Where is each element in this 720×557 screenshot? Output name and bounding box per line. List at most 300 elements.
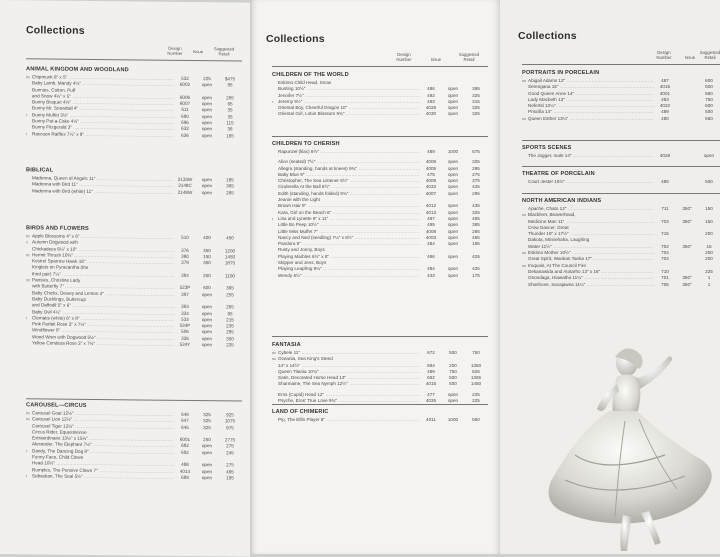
item-name: Kinglets on Pyracantha (the [32, 264, 89, 271]
design-number: 4014 [179, 468, 191, 474]
item-name: Baby Ducklings, Buttercup [32, 296, 86, 302]
item-name: Pink Parfait Rose 3" x 7½" ..... [32, 321, 174, 329]
design-number: 493 [427, 98, 435, 104]
section-biblical [26, 167, 242, 196]
issue-size: 400 [203, 235, 211, 241]
issue-size: open [447, 178, 459, 184]
item-name: Shoshone, Sacajawea 11¼" ..... [528, 282, 654, 288]
design-number: 4011 [426, 417, 436, 422]
issue-size: open [201, 443, 213, 449]
item-name: Rapunzel (lilac) 8½" ..... [278, 149, 420, 155]
design-number: 611 [181, 107, 189, 113]
suggested-retail: 265 [226, 95, 234, 101]
item-name: Alice (seated) 7½" ..... [278, 159, 420, 165]
suggested-retail: 1100 [225, 273, 235, 279]
design-number: 4012 [425, 203, 437, 209]
section-heading: CAROUSEL—CIRCUS [26, 402, 87, 409]
design-number: 662 [427, 375, 435, 381]
suggested-retail: 750 [705, 96, 713, 102]
issue-size: 350" [682, 281, 692, 287]
issue-size: open [447, 190, 459, 196]
issue-size: 250 [203, 272, 211, 278]
issue-size: open [201, 189, 213, 195]
design-number: 433 [427, 272, 435, 278]
section-heading: CHILDREN TO CHERISH [272, 141, 340, 147]
item-name: Baby Lamb, Mandy 4¼" ..... [32, 81, 174, 89]
item-name: Bunnies, Cotton, Puff [32, 86, 76, 93]
design-number: 495 [427, 222, 435, 228]
section-heading: ANIMAL KINGDOM AND WOODLAND [26, 66, 129, 74]
catalog-row [272, 417, 488, 423]
catalog-row [272, 381, 488, 387]
row-prefix-mark: nc [26, 253, 31, 258]
design-number: 702 [661, 243, 669, 249]
suggested-retail: 225 [705, 268, 713, 274]
design-number: 496 [427, 253, 435, 259]
suggested-retail: 975 [226, 424, 234, 431]
issue-size: open [447, 105, 459, 111]
row-prefix-mark: r [26, 131, 28, 136]
design-number: 701 [661, 275, 669, 281]
issue-size: 200 [449, 362, 457, 368]
design-number: 379 [181, 260, 189, 266]
suggested-retail: 600 [705, 78, 713, 83]
suggested-retail: 315 [472, 98, 480, 104]
row-prefix-mark: r [272, 99, 274, 104]
row-prefix-mark: nc [522, 213, 527, 218]
suggested-retail: 165 [226, 133, 234, 139]
suggested-retail: 435 [472, 203, 480, 209]
design-number: 2148W [177, 189, 193, 195]
item-name: Clematis (white) 6" x 8" ..... [32, 315, 174, 323]
suggested-retail: 235 [226, 323, 234, 329]
design-number: 334 [181, 310, 189, 316]
item-name: Crow Dancer, Great [528, 224, 569, 230]
item-name: Jeremy 9½" ..... [278, 99, 420, 105]
item-name: Funny Face, Child Clown [32, 454, 84, 460]
page-title: Collections [266, 33, 325, 45]
suggested-retail: 375 [472, 178, 480, 184]
issue-size: 250 [203, 437, 211, 443]
row-prefix-mark: nc [522, 251, 527, 256]
item-name: 14" x 14½" ..... [278, 363, 420, 369]
item-name: Autumn Dogwood with [32, 239, 78, 246]
design-number: 4028 [659, 153, 671, 158]
design-number: 510 [181, 234, 189, 240]
row-prefix-mark: nc [272, 351, 277, 355]
column-header-issue: Issue [192, 49, 204, 55]
item-name: Carousel Goat 12½" ..... [32, 410, 174, 418]
issue-size: open [201, 107, 213, 113]
item-name: and Daffodil 5" x 6" ..... [32, 303, 174, 311]
design-number: 363 [181, 304, 189, 310]
item-name: third pair) 7¼" ..... [32, 271, 174, 279]
item-name: Eskimo Child Head, Snow [278, 80, 332, 85]
issue-size: 325 [203, 424, 211, 430]
design-number: 534Y [179, 341, 191, 348]
column-header-suggested-retail: Suggested Retail [458, 52, 480, 62]
issue-size: open [201, 82, 213, 88]
item-name: Rusty and Jonny, Boys [278, 247, 325, 253]
item-name: The Jogger, male 14" ..... [528, 153, 654, 159]
design-number: 705 [661, 281, 669, 287]
item-name: Satin, Decorated Horse Head 13" ..... [278, 375, 420, 381]
design-number: 397 [181, 291, 189, 297]
item-name: Psyche, Eros' True Love 9¾" ..... [278, 398, 420, 404]
issue-size [676, 153, 698, 159]
issue-size: 500 [449, 350, 457, 355]
design-number: 6006 [179, 94, 191, 100]
catalog-row [26, 131, 242, 140]
design-number: 694 [427, 362, 435, 368]
design-number: 645 [181, 424, 189, 430]
issue-size: open [447, 228, 459, 234]
item-name: Madonna with Bird (white) 11" ..... [32, 188, 174, 196]
suggested-retail: 365 [472, 86, 480, 92]
issue-size: 325 [203, 412, 211, 418]
issue-size [676, 116, 698, 122]
design-number: 690 [181, 113, 189, 119]
issue-size: 500 [449, 375, 457, 381]
catalog-row [522, 179, 720, 185]
issue-size: open [447, 222, 459, 228]
suggested-retail: 1350 [470, 362, 482, 368]
suggested-retail: 1875 [224, 260, 236, 266]
item-name: Baby Blue 9" ..... [278, 172, 420, 178]
row-prefix-mark: nc [522, 116, 527, 121]
suggested-retail: 185 [226, 177, 234, 183]
issue-size: open [201, 449, 213, 456]
item-name: Sharmaine, The Sea Nymph 12½" ..... [278, 381, 420, 387]
item-name: Dakota, Minnehaha, Laughing [528, 237, 590, 243]
suggested-retail: 350 [226, 336, 234, 342]
design-number: 492 [427, 92, 435, 98]
issue-size: open [447, 234, 459, 240]
issue-size: open [447, 272, 459, 278]
suggested-retail: 450 [226, 235, 234, 241]
item-name: Lisa and Lynette 9" x 11" ..... [278, 216, 420, 222]
suggested-retail: 200 [705, 231, 713, 237]
issue-size: open [201, 113, 213, 120]
design-number: 4030 [425, 111, 437, 117]
row-prefix-mark: nc [522, 263, 527, 268]
suggested-retail: 325 [472, 105, 480, 111]
item-name: Skipper and Jens, Boys [278, 260, 327, 266]
item-name: Christopher, The Sea Listener 6½" ..... [278, 178, 420, 184]
column-header-design-number: Design Number [656, 50, 672, 60]
suggested-retail: 200 [705, 250, 713, 256]
issue-size: open [447, 215, 459, 221]
suggested-retail: 115 [226, 120, 234, 126]
suggested-retail: open [703, 153, 715, 158]
suggested-retail: 485 [472, 215, 480, 221]
item-name: Serengana 15" ..... [528, 84, 654, 90]
design-number: 4015 [659, 84, 671, 90]
suggested-retail: 560 [472, 417, 480, 422]
design-number: 485 [661, 179, 669, 184]
issue-size: open [447, 165, 459, 171]
suggested-retail: 465 [472, 234, 480, 240]
suggested-retail: 325 [472, 111, 480, 117]
issue-size: open [447, 159, 459, 165]
suggested-retail: 500 [705, 179, 713, 184]
section-north-american-indians [522, 198, 720, 288]
page-title: Collections [26, 24, 85, 37]
issue-size: open [201, 475, 213, 481]
issue-size: open [201, 120, 213, 126]
suggested-retail: 495 [226, 469, 234, 475]
item-name: Onondaga, Hiawatha 11¼" ..... [528, 275, 654, 281]
suggested-retail: 265 [226, 189, 234, 196]
issue-size: open [201, 468, 213, 474]
section-heading: LAND OF CHIMERIC [272, 409, 329, 415]
section-heading: THEATRE OF PORCELAIN [522, 171, 595, 177]
item-name: Little Miss Muffet 7" ..... [278, 229, 420, 235]
issue-size: open [201, 323, 213, 329]
issue-size: open [201, 95, 213, 101]
design-number: 384 [181, 272, 189, 278]
issue-size: 500 [449, 381, 457, 387]
issue-size [676, 179, 698, 185]
item-name: Oceania, Sea King's Steed [278, 356, 333, 362]
design-number: 4033 [425, 184, 437, 190]
item-name: Windflower 6" ..... [32, 328, 174, 336]
suggested-retail: 95 [227, 101, 233, 107]
item-name: Nefertiti 12¼" ..... [528, 103, 654, 109]
item-name: Pandora 5" ..... [278, 241, 420, 247]
catalog-row [522, 116, 720, 122]
suggested-retail: 36 [227, 126, 233, 132]
issue-size: open [447, 391, 459, 397]
section-theatre-of-porcelain [522, 171, 720, 185]
item-name: Blackfeet, Beaverhead, [528, 212, 576, 218]
suggested-retail: 245 [226, 450, 234, 456]
header-rule [522, 64, 720, 65]
item-name: Baby Owl 4¼" ..... [32, 309, 174, 317]
item-name: Eskimo Mother 10½" ..... [528, 250, 654, 256]
issue-size: open [201, 316, 213, 323]
row-prefix-mark: r [272, 216, 274, 221]
row-prefix-mark: nc [26, 278, 31, 283]
item-name: Madonna, Queen of Angels 11" ..... [32, 175, 174, 183]
item-name: Chickadees 8¼" x 10" ..... [32, 246, 174, 254]
item-name: Dekanawida and Atotarho 13" x 16" ..... [528, 269, 654, 275]
item-name: Thunder 19" x 17½" ..... [528, 231, 654, 237]
issue-size: open [201, 310, 213, 316]
suggested-retail: 365 [226, 285, 234, 291]
design-number: 489 [427, 149, 435, 154]
issue-size: open [201, 132, 213, 138]
issue-size: open [447, 86, 459, 92]
item-name: Alexander, The Elephant 7½" ..... [32, 442, 174, 450]
item-name: Abigail Adams 12" ..... [528, 78, 654, 84]
issue-size: open [447, 253, 459, 259]
issue-size: open [201, 101, 213, 107]
item-name: Rumples, The Pensive Clown 7" ..... [32, 467, 174, 475]
item-name: Madonna with Bird 11" ..... [32, 182, 174, 190]
suggested-retail: 35 [227, 114, 233, 120]
design-number: 4013 [425, 209, 437, 215]
design-number: 480 [661, 115, 669, 121]
item-name: Nancy and Ned (seedling) 7¼" x 8½" ..... [278, 235, 420, 241]
column-header-suggested-retail: Suggested Retail [699, 50, 720, 60]
item-name: Playing Leapfrog 9¼" ..... [278, 266, 420, 272]
section-heading: BIRDS AND FLOWERS [26, 225, 89, 232]
catalog-row [26, 188, 242, 197]
column-header-issue: Issue [430, 57, 442, 62]
suggested-retail: 425 [472, 266, 480, 272]
suggested-retail: 750 [472, 350, 480, 355]
suggested-retail: 195 [226, 475, 234, 481]
suggested-retail: 275 [226, 462, 234, 468]
catalog-row [26, 340, 242, 349]
section-rule [522, 166, 720, 167]
design-number: 494 [427, 266, 435, 272]
section-heading: SPORTS SCENES [522, 145, 572, 151]
item-name: Raccoon Raffles 7¼" x 9" ..... [32, 131, 174, 139]
item-name: Chipmunk 8" x 5" ..... [32, 74, 174, 82]
issue-size: open [447, 241, 459, 247]
item-name: and Snow 4½" x 5" ..... [32, 93, 174, 101]
item-name: Carousel Tiger 12½" ..... [32, 423, 174, 431]
item-name: Cybele 11" ..... [278, 350, 420, 356]
suggested-retail: 325 [472, 209, 480, 215]
issue-size: 600 [203, 285, 211, 291]
suggested-retail: 215 [226, 317, 234, 323]
section-rule [522, 193, 720, 194]
design-number: 672 [427, 350, 435, 355]
design-number: 4008 [425, 228, 437, 234]
column-header-issue: Issue [684, 55, 696, 60]
item-name: Wendy 6½" ..... [278, 273, 420, 279]
issue-size: open [201, 342, 213, 348]
issue-size: 1000 [447, 149, 459, 154]
catalog-row [26, 473, 242, 482]
issue-size: open [201, 177, 213, 183]
issue-size: open [447, 203, 459, 209]
item-name: Hermit Thrush 10¾" ..... [32, 252, 174, 260]
issue-size: 350" [682, 275, 692, 281]
item-name: Bunny Pat-a-Cake 4½" ..... [32, 118, 174, 126]
column-header-design-number: Design Number [396, 52, 412, 62]
item-name: Wood Wren with Dogwood 5½" ..... [32, 334, 174, 342]
design-number: 4005 [425, 165, 437, 171]
item-name: Cinderella At the Ball 8½" ..... [278, 184, 420, 190]
item-name: Baby Chicks, Dewey and Lemon 4" ..... [32, 290, 174, 298]
row-prefix-mark: r [26, 316, 28, 321]
design-number: 6001 [179, 437, 191, 443]
suggested-retail: 575 [472, 149, 480, 154]
suggested-retail: 295 [472, 190, 480, 196]
issue-size: 350 [203, 247, 211, 253]
suggested-retail: 150 [705, 218, 713, 224]
issue-size: 150 [203, 254, 211, 260]
suggested-retail: 150 [705, 206, 713, 211]
item-name: Apple Blossoms 4" x 6" ..... [32, 233, 174, 241]
section-sports-scenes [522, 145, 720, 159]
item-name: with Butterfly 7" ..... [32, 284, 174, 292]
suggested-retail: 1365 [470, 375, 482, 381]
design-number: 704 [661, 256, 669, 262]
header-rule [272, 66, 488, 67]
catalog-row [272, 273, 488, 279]
suggested-retail: 175 [472, 272, 480, 278]
item-name: Queen Titania 10¾" ..... [278, 369, 420, 375]
item-name: Bunny Fitzgerald 3" ..... [32, 125, 174, 133]
issue-size: open [447, 398, 459, 404]
design-number: 696 [181, 119, 189, 126]
design-number: 477 [427, 391, 435, 397]
suggested-retail: 275 [226, 443, 234, 449]
design-number: 488 [181, 462, 189, 468]
design-number: 506 [181, 329, 189, 335]
item-name: Water 11½" ..... [528, 244, 654, 250]
suggested-retail: 225 [472, 391, 480, 397]
section-carousel-circus [26, 402, 242, 482]
design-number: 2133W [177, 176, 193, 183]
design-number: 4029 [425, 105, 437, 111]
section-rule [272, 404, 488, 405]
design-number: 692 [181, 449, 189, 455]
row-prefix-mark: c [26, 240, 28, 245]
item-name: Edith (standing, hands folded) 9¾" ..... [278, 191, 420, 197]
issue-size: 350" [682, 218, 692, 224]
suggested-retail: 95 [227, 82, 233, 88]
item-name: Oriental Girl, Lotus Blossom 9¾" ..... [278, 111, 420, 117]
suggested-retail: 650 [705, 115, 713, 121]
item-name: Lady Macbeth 13" ..... [528, 97, 654, 103]
item-name: Court Jester 15½" ..... [528, 179, 654, 185]
design-number: 336 [181, 335, 189, 341]
issue-size: open [447, 92, 459, 98]
design-number: 710 [661, 268, 669, 274]
item-name: Little Bo Peep 10½" ..... [278, 222, 420, 228]
design-number: 4026 [425, 398, 437, 404]
suggested-retail: 1 [707, 281, 711, 287]
section-heading: PORTRAITS IN PORCELAIN [522, 70, 600, 76]
design-number: 636 [181, 132, 189, 138]
item-name: Pip, The Elfin Player 8" ..... [278, 417, 420, 423]
design-number: 475 [427, 171, 435, 177]
suggested-retail: 295 [472, 165, 480, 171]
design-number: 4015 [425, 381, 437, 387]
suggested-retail: $475 [224, 76, 236, 82]
design-number: 6002 [179, 82, 191, 88]
issue-size: 350 [203, 260, 211, 266]
item-name: Apache, Chato 12" ..... [528, 206, 654, 212]
design-number: 6007 [179, 101, 191, 107]
item-name: Playing Marbles 6½" x 8" ..... [278, 254, 420, 260]
suggested-retail: 235 [226, 342, 234, 348]
row-prefix-mark: nc [26, 75, 31, 80]
suggested-retail: 1200 [224, 247, 236, 254]
catalog-row [522, 282, 720, 288]
section-heading: FANTASIA [272, 342, 301, 348]
column-header-suggested-retail: Suggested Retail [213, 46, 235, 57]
section-rule [522, 140, 720, 141]
suggested-retail: 15 [706, 243, 712, 249]
design-number: 380 [181, 253, 189, 259]
section-rule [272, 136, 488, 137]
design-number: 523P [179, 285, 191, 291]
suggested-retail: 325 [472, 159, 480, 165]
column-header-design-number: Design Number [167, 45, 183, 56]
design-number: 703 [661, 218, 669, 224]
row-prefix-mark: r [26, 449, 28, 454]
design-number: 632 [181, 126, 189, 132]
design-number: 534P [179, 323, 191, 329]
design-number: 2148C [178, 183, 192, 189]
